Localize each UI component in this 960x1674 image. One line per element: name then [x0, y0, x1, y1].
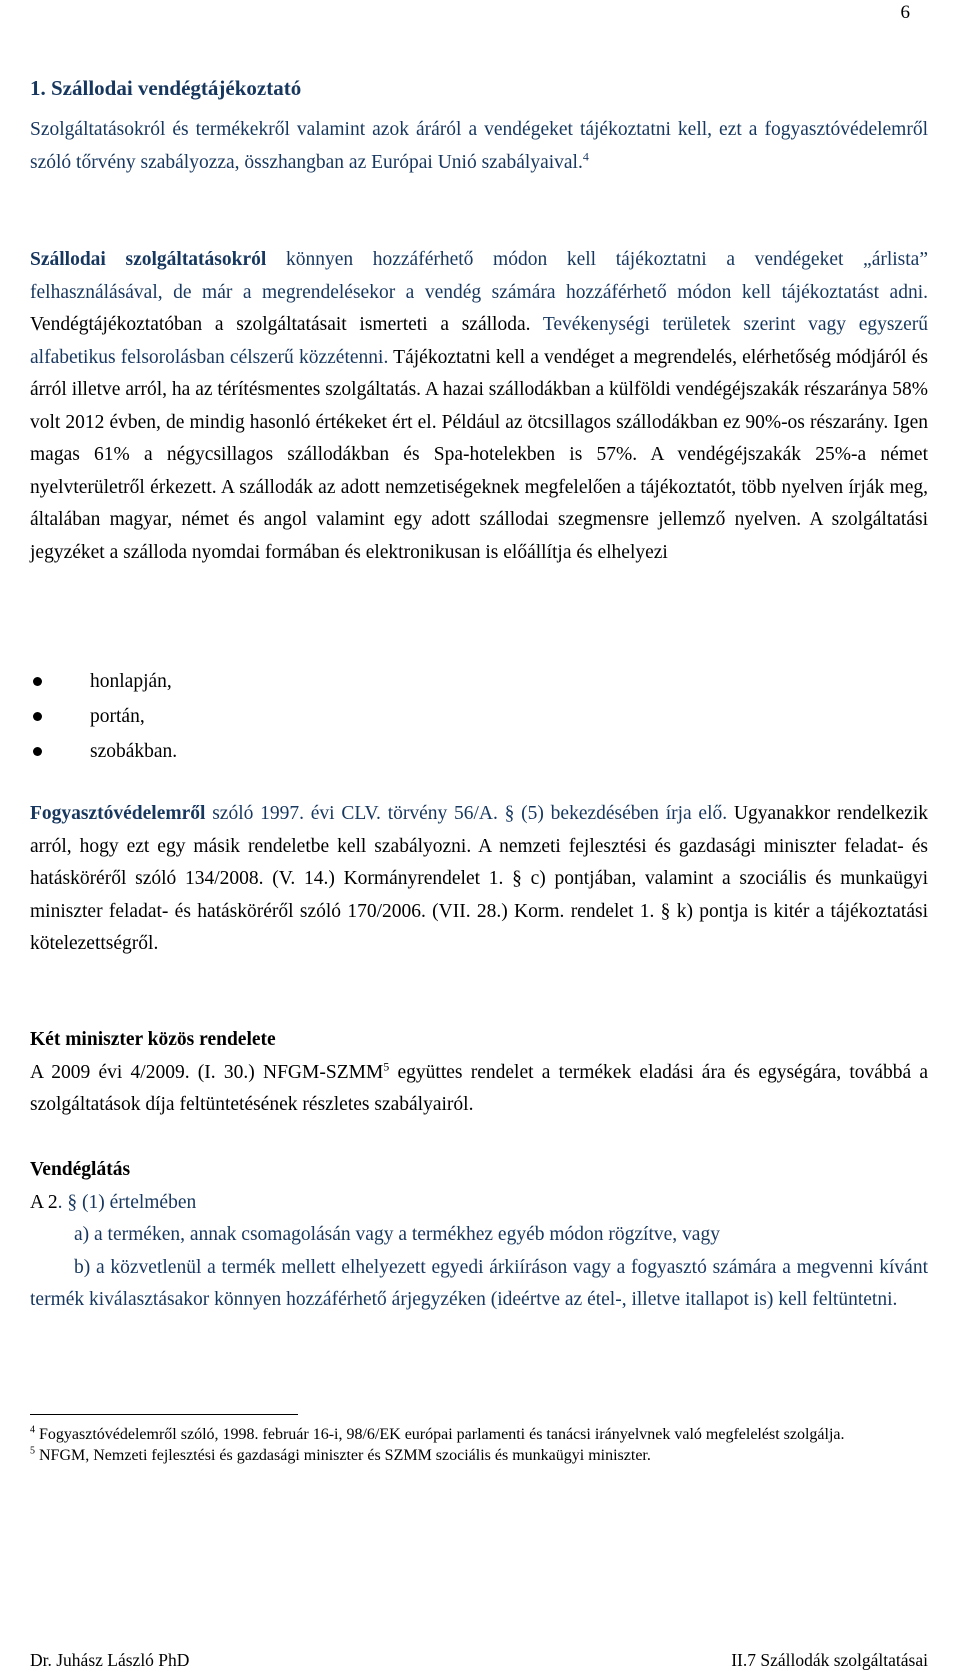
footnote-5: $^5$ NFGM, Nemzeti fejlesztési és gazdasági miniszter és SZMM szociális és munkaügyi miniszter. — [30, 1445, 651, 1464]
document-page — [30, 0, 928, 1674]
law-sentence-2: Ugyanakkor rendelkezik arról, hogy ezt egy másik rendeletbe kell szabályozni. — [30, 803, 928, 857]
footer-author: Dr. Juhász László PhD — [30, 1650, 190, 1670]
decree-section — [30, 1024, 928, 1122]
list-item: portán, — [30, 699, 177, 734]
footnote-ref-5[interactable]: 5 — [383, 1059, 390, 1073]
law-sentence-1: szóló 1997. évi CLV. törvény 56/A. § (5) bekezdésében írja elő. — [205, 803, 728, 824]
catering-item-a: a) a terméken, annak csomagolásán vagy a termékhez egyéb módon rögzítve, vagy — [74, 1224, 720, 1245]
main-sentence-4: Tájékoztatni kell a vendéget a megrendelés, elérhetőség módjáról és árról illetve arról, ha az térítésmentes szolgáltatás. — [30, 346, 929, 400]
bullet-icon — [33, 712, 42, 721]
footer-chapter: II.7 Szállodák szolgáltatásai — [731, 1650, 928, 1670]
intro-text: Szolgáltatásokról és termékekről valamint azok áráról a vendégeket tájékoztatni kell, ezt a fogyasztóvédelemről szóló tőrvény szabályozza, összhangban az Európai Unió szabályaival. — [30, 119, 928, 173]
catering-section — [30, 1154, 928, 1317]
main-lead: Szállodai szolgáltatásokról — [30, 249, 267, 270]
bullet-icon — [33, 747, 42, 756]
list-item: honlapján, — [30, 664, 177, 699]
footnote-4: $^4$ Fogyasztóvédelemről szóló, 1998. február 16-i, 98/6/EK európai parlamenti és tanácsi irányelvnek való megfelelést szolgálja. — [30, 1424, 845, 1443]
main-sentence-2: Vendégtájékoztatóban a szolgáltatásait ismerteti a szálloda. — [30, 314, 531, 335]
catering-ref-b: . § (1) értelmében — [57, 1191, 197, 1213]
law-sentence-3: A nemzeti fejlesztési és gazdasági miniszter feladat- és hatásköréről szóló 134/2008. (V. 14.) Kormányrendelet 1. § c) pontjában, valamint a szociális és munkaügyi miniszter feladat- és hatásköréről szóló 170/2006. (VII. 28.) Korm. rendelet 1. § k) pontja is kitér a tájékoztatási kötelezettségről. — [30, 835, 928, 954]
main-sentence-6: A szolgáltatási jegyzéket a szálloda nyomdai formában és elektronikusan is előállítja és elhelyezi — [30, 509, 928, 563]
catering-heading: Vendéglátás — [30, 1159, 131, 1180]
footnotes — [30, 1424, 928, 1466]
law-lead: Fogyasztóvédelemről — [30, 803, 206, 824]
main-sentence-5: A hazai szállodákban a külföldi vendégéjszakák részaránya 58% volt 2012 évben, de mindig hasonló értékeket ért el. Például az ötcsillagos szállodákban ez 90%-os részarány. Igen magas 61% a négycsillagos szállodákban és Spa-hotelekben is 57%. A vendégéjszakák 25%-a német nyelvterületről érkezett. A szállodák az adott nemzetiségeknek megfelelően a tájékoztatót, több nyelven írják meg, általában magyar, német és angol valamint egy adott szállodai szegmensre jellemző nyelven. — [30, 379, 928, 530]
catering-item-b: b) a közvetlenül a termék mellett elhelyezett egyedi árkiíráson vagy a fogyasztó számára a megvenni kívánt termék kiválasztásakor könnyen hozzáférhető árjegyzéken (ideértve az étel-, illetve itallapot is) kell feltüntetni. — [30, 1256, 928, 1310]
intro-paragraph — [30, 114, 928, 179]
decree-text-a: A 2009 évi 4/2009. (I. 30.) NFGM-SZMM — [30, 1061, 384, 1083]
list-item: szobákban. — [30, 734, 177, 769]
page-number: 6 — [900, 2, 910, 23]
footnote-ref-4[interactable]: 4 — [582, 149, 589, 163]
placement-list — [30, 664, 177, 769]
decree-text-b: együttes rendelet a termékek eladási ára és egységára, továbbá a szolgáltatások díja feltüntetésének részletes szabályairól. — [30, 1061, 928, 1115]
main-sentence-3: Tevékenységi területek szerint vagy egyszerű alfabetikus felsorolásban célszerű közzétenni. — [30, 314, 928, 368]
main-paragraph — [30, 244, 928, 569]
law-paragraph — [30, 798, 928, 961]
main-sentence-1: könnyen hozzáférhető módon kell tájékoztatni a vendégeket „árlista” felhasználásával, de már a megrendelésekor a vendég számára hozzáférhető módon kell tájékoztatást adni. — [30, 249, 928, 303]
catering-ref-a: A 2 — [30, 1191, 58, 1213]
section-title: 1. Szállodai vendégtájékoztató — [30, 76, 302, 100]
footnote-divider — [30, 1414, 298, 1415]
decree-heading: Két miniszter közös rendelete — [30, 1029, 276, 1050]
bullet-icon — [33, 677, 42, 686]
